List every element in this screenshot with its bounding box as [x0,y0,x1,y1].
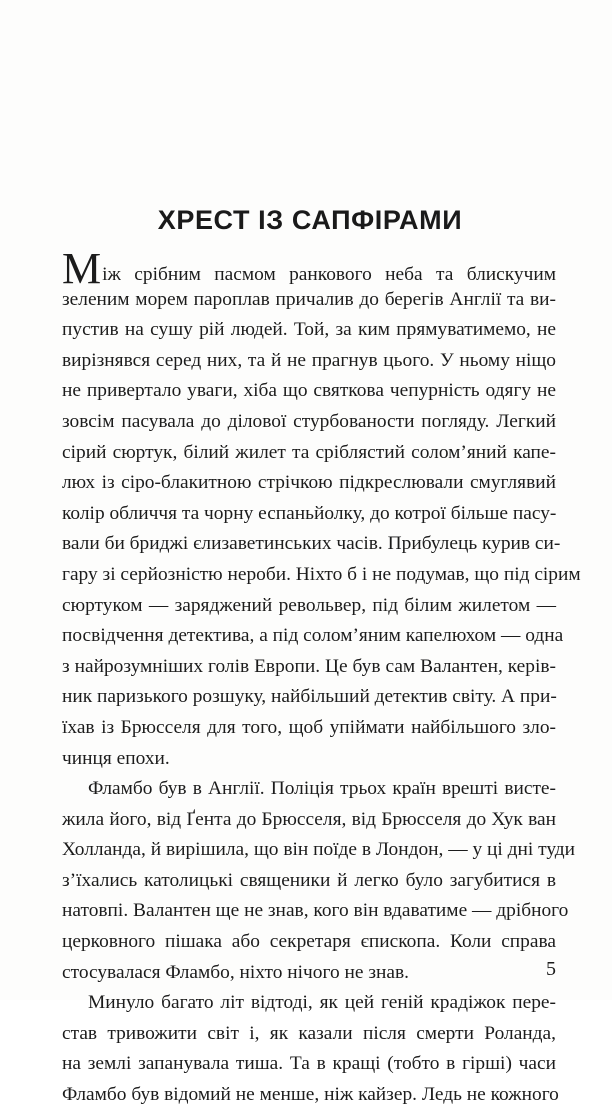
paragraph-line: вали би бриджі єлизаветинських часів. Прибулець курив си- [62,533,561,555]
paragraph-line: Минуло багато літ відтоді, як цей геній крадіжок пере- [88,992,556,1014]
paragraph-line: гару зі серйозністю нероби. Ніхто б і не подумав, що під сірим [62,563,581,585]
paragraph-line: чинця епохи. [62,747,170,769]
paragraph-line: Між срібним пасмом ранкового неба та блискучим [62,244,556,293]
paragraph-line: колір обличчя та чорну еспаньйолку, до котрої більше пасу- [62,502,557,524]
paragraph-line: з найрозумніших голів Европи. Це був сам Валантен, керів- [62,655,556,677]
paragraph-line: зовсім пасувала до ділової стурбованости погляду. Легкий [62,410,556,432]
paragraph-line: жила його, від Ґента до Брюсселя, від Брюсселя до Хук ван [62,808,556,830]
paragraph-line: ник паризького розшуку, найбільший детектив світу. А при- [62,686,557,708]
paragraph-line: зеленим морем пароплав причалив до берегів Англії та ви- [62,288,556,310]
paragraph-line: сюртуком — заряджений револьвер, під білим жилетом — [62,594,556,616]
body-text [62,244,581,1111]
paragraph-line: не привертало уваги, хіба що святкова чепурність одягу не [62,380,556,402]
drop-cap: М [62,244,102,293]
paragraph-line: став тривожити світ і, як казали після смерти Роланда, [62,1022,556,1044]
paragraph-line: на землі запанувала тиша. Та в кращі (тобто в гірші) часи [62,1053,556,1075]
page-number: 5 [546,958,556,980]
paragraph-line: люх із сіро-блакитною стрічкою підкреслювали смуглявий [62,472,556,494]
paragraph-line: Холланда, й вирішила, що він поїде в Лондон, — у ці дні туди [62,839,576,861]
chapter-title: ХРЕСТ ІЗ САПФІРАМИ [157,205,463,235]
paragraph-line: посвідчення детектива, а під солом’яним капелюхом — одна [62,625,564,647]
paragraph-line: натовпі. Валантен ще не знав, кого він вдаватиме — дрібного [62,900,569,922]
paragraph-line: вирізнявся серед них, та й не прагнув цього. У ньому ніщо [62,349,556,371]
paragraph-line: сірий сюртук, білий жилет та сріблястий солом’яний капе- [62,441,556,463]
paragraph-line: церковного пішака або секретаря єпископа. Коли справа [62,931,556,953]
paragraph-line: Фламбо був відомий не менше, ніж кайзер. Ледь не кожного [62,1084,559,1106]
paragraph-line: Фламбо був в Англії. Поліція трьох країн врешті висте- [88,778,556,800]
paragraph-line: їхав із Брюсселя для того, щоб упіймати найбільшого зло- [62,716,556,738]
paragraph-line: з’їхались католицькі священики й легко було загубитися в [62,869,556,891]
paragraph-line: пустив на сушу рій людей. Той, за ким прямуватимемо, не [62,319,556,341]
paragraph-line: стосувалася Фламбо, ніхто нічого не знав. [62,961,409,983]
